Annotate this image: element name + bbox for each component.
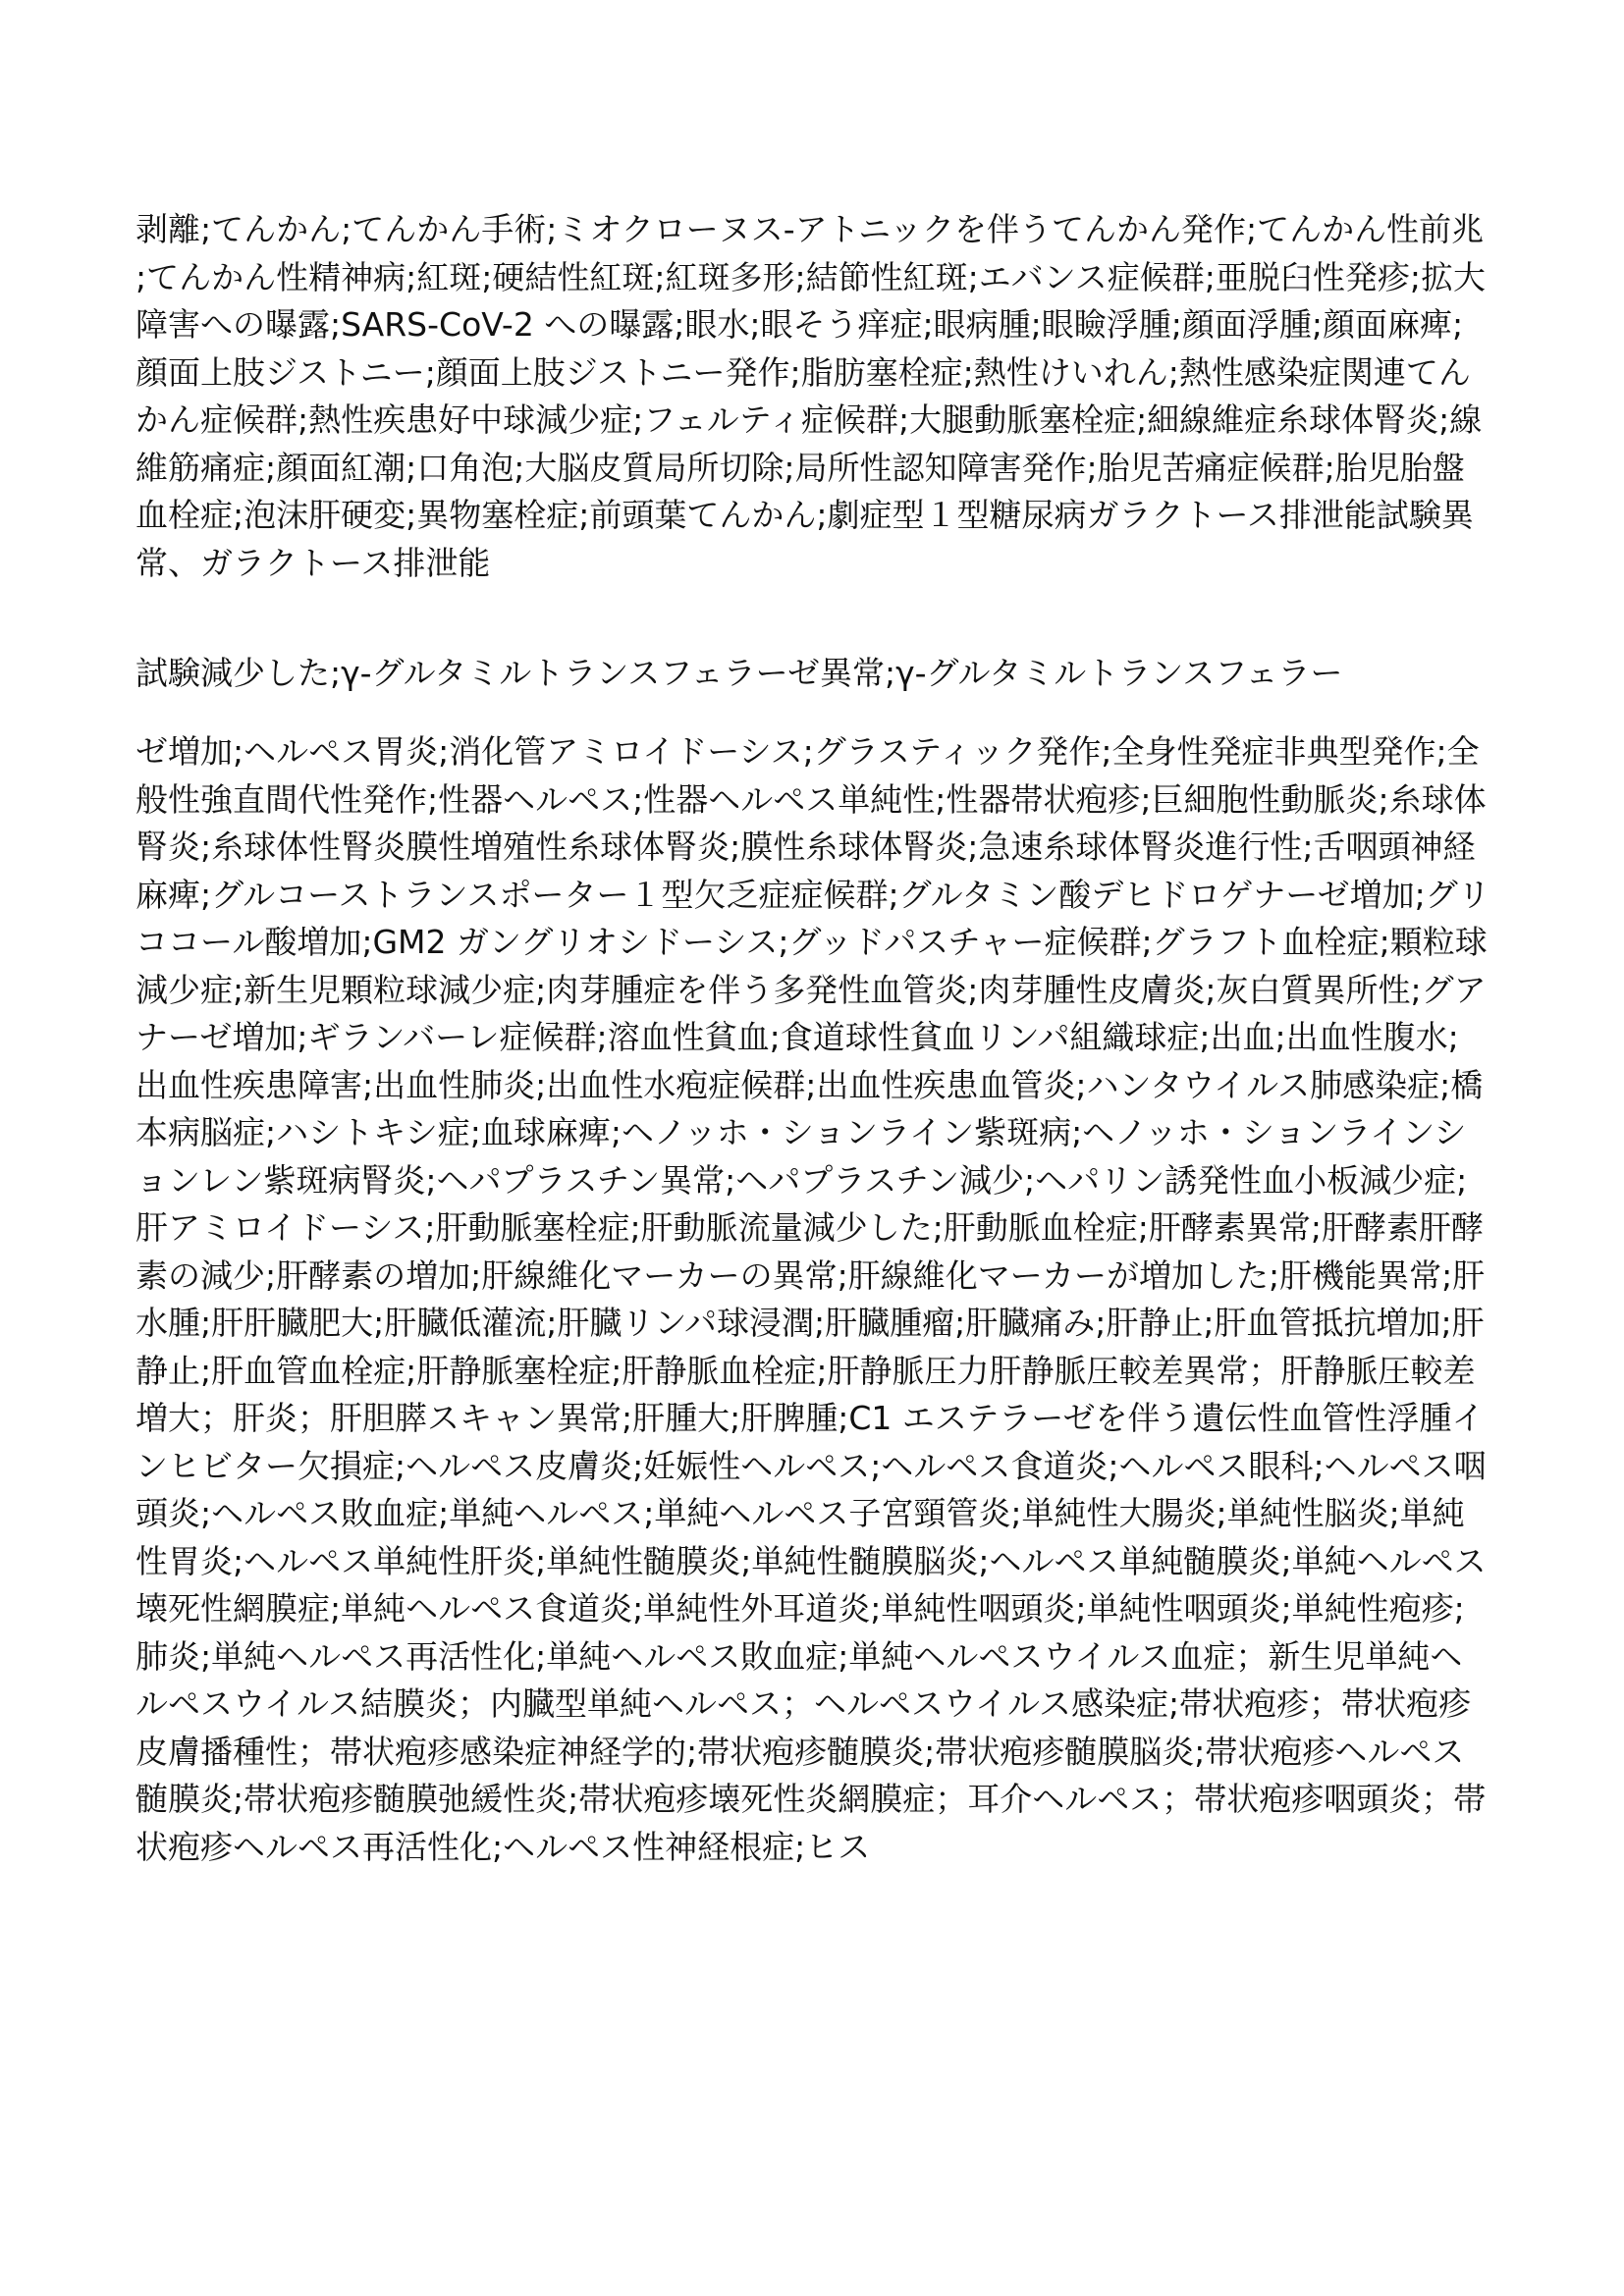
body-paragraph-2: 試験減少した;γ-グルタミルトランスフェラーゼ異常;γ-グルタミルトランスフェラー [135, 654, 1343, 692]
body-paragraph-3: ゼ増加;ヘルペス胃炎;消化管アミロイドーシス;グラスティック発作;全身性発症非典型発作;全般性強直間代性発作;性器ヘルペス;性器ヘルペス単純性;性器帯状疱疹;巨細胞性動脈炎;糸球体腎炎;糸球体性腎炎膜性増殖性糸球体腎炎;膜性糸球体腎炎;急速糸球体腎炎進行性;舌咽頭神経麻痺;グルコーストランスポーター１型欠乏症症候群;グルタミン酸デヒドロゲナーゼ増加;グリココール酸増加;GM2 ガングリオシドーシス;グッドパスチャー症候群;グラフト血栓症;顆粒球減少症;新生児顆粒球減少症;肉芽腫症を伴う多発性血管炎;肉芽腫性皮膚炎;灰白質異所性;グアナーゼ増加;ギランバーレ症候群;溶血性貧血;食道球性貧血リンパ組織球症;出血;出血性腹水;出血性疾患障害;出血性肺炎;出血性水疱症候群;出血性疾患血管炎;ハンタウイルス肺感染症;橋本病脳症;ハシトキシ症;血球麻痺;ヘノッホ・ションライン紫斑病;ヘノッホ・ションラインションレン紫斑病腎炎;ヘパプラスチン異常;ヘパプラスチン減少;ヘパリン誘発性血小板減少症;肝アミロイドーシス;肝動脈塞栓症;肝動脈流量減少した;肝動脈血栓症;肝酵素異常;肝酵素肝酵素の減少;肝酵素の増加;肝線維化マーカーの異常;肝線維化マーカーが増加した;肝機能異常;肝水腫;肝肝臓肥大;肝臓低灌流;肝臓リンパ球浸潤;肝臓腫瘤;肝臓痛み;肝静止;肝血管抵抗増加;肝静止;肝血管血栓症;肝静脈塞栓症;肝静脈血栓症;肝静脈圧力肝静脈圧較差異常；肝静脈圧較差増大；肝炎；肝胆膵スキャン異常;肝腫大;肝脾腫;C1 エステラーゼを伴う遺伝性血管性浮腫インヒビター欠損症;ヘルペス皮膚炎;妊娠性ヘルペス;ヘルペス食道炎;ヘルペス眼科;ヘルペス咽頭炎;ヘルペス敗血症;単純ヘルペス;単純ヘルペス子宮頸管炎;単純性大腸炎;単純性脳炎;単純性胃炎;ヘルペス単純性肝炎;単純性髄膜炎;単純性髄膜脳炎;ヘルペス単純髄膜炎;単純ヘルペス壊死性網膜症;単純ヘルペス食道炎;単純性外耳道炎;単純性咽頭炎;単純性咽頭炎;単純性疱疹;肺炎;単純ヘルペス再活性化;単純ヘルペス敗血症;単純ヘルペスウイルス血症；新生児単純ヘルペスウイルス結膜炎；内臓型単純ヘルペス；ヘルペスウイルス感染症;帯状疱疹；帯状疱疹皮膚播種性；帯状疱疹感染症神経学的;帯状疱疹髄膜炎;帯状疱疹髄膜脳炎;帯状疱疹ヘルペス髄膜炎;帯状疱疹髄膜弛緩性炎;帯状疱疹壊死性炎網膜症；耳介ヘルペス；帯状疱疹咽頭炎；帯状疱疹ヘルペス再活性化;ヘルペス性神経根症;ヒス [135, 732, 1490, 1866]
body-paragraph-1: 剥離;てんかん;てんかん手術;ミオクローヌス-アトニックを伴うてんかん発作;てんかん性前兆;てんかん性精神病;紅斑;硬結性紅斑;紅斑多形;結節性紅斑;エバンス症候群;亜脱臼性発疹;拡大障害への曝露;SARS-CoV-2 への曝露;眼水;眼そう痒症;眼病腫;眼瞼浮腫;顔面浮腫;顔面麻痺;顔面上肢ジストニー;顔面上肢ジストニー発作;脂肪塞栓症;熱性けいれん;熱性感染症関連てんかん症候群;熱性疾患好中球減少症;フェルティ症候群;大腿動脈塞栓症;細線維症糸球体腎炎;線維筋痛症;顔面紅潮;口角泡;大脳皮質局所切除;局所性認知障害発作;胎児苦痛症候群;胎児胎盤血栓症;泡沫肝硬変;異物塞栓症;前頭葉てんかん;劇症型１型糖尿病ガラクトース排泄能試験異常、ガラクトース排泄能 [135, 210, 1486, 582]
